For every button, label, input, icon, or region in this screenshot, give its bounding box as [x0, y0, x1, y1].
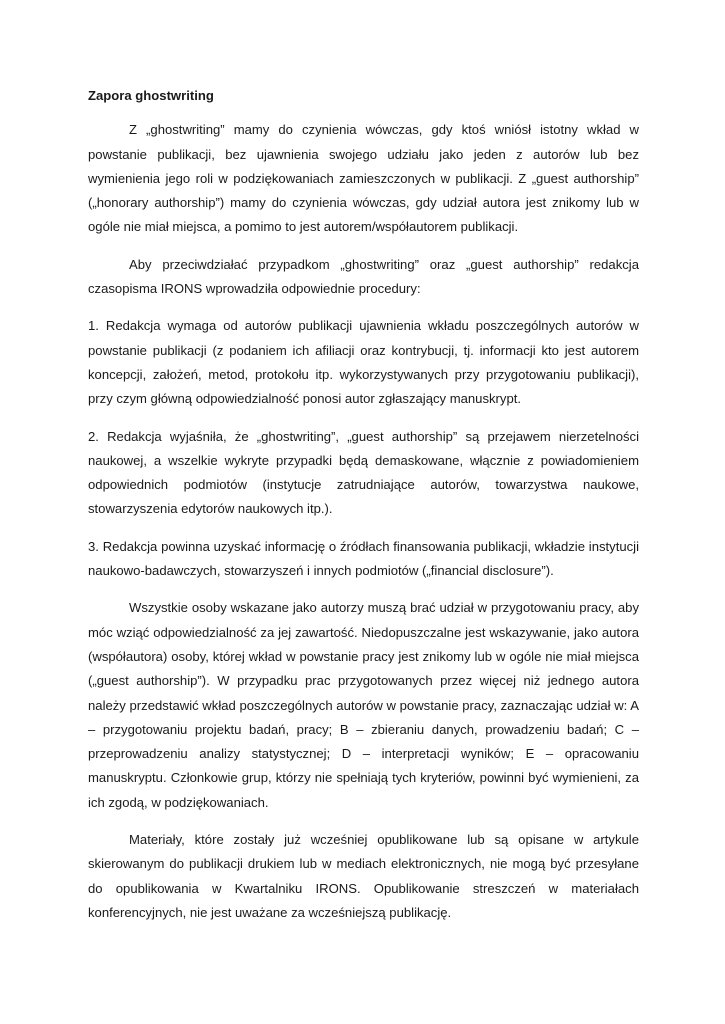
paragraph-procedure-3: 3. Redakcja powinna uzyskać informację o źródłach finansowania publikacji, wkładzie instytucji naukowo-badawczych, stowarzyszeń i innych podmiotów („financial disclosure”).: [88, 538, 639, 579]
paragraph-procedure-2: 2. Redakcja wyjaśniła, że „ghostwriting”, „guest authorship” są przejawem nierzetelności naukowej, a wszelkie wykryte przypadki będą demaskowane, włącznie z powiadomieniem odpowiednich podmiotów (instytucje zatrudniające autorów, towarzystwa naukowe, stowarzyszenia edytorów naukowych itp.).: [88, 428, 639, 517]
document-title: Zapora ghostwriting: [88, 88, 214, 103]
paragraph-authors-contribution: Wszystkie osoby wskazane jako autorzy muszą brać udział w przygotowaniu pracy, aby móc wziąć odpowiedzialność za jej zawartość. Niedopuszczalne jest wskazywanie, jako autora (współautora) osoby, której wkład w powstanie pracy jest znikomy lub w ogóle nie miał miejsca („guest authorship”). W przypadku prac przygotowanych przez więcej niż jednego autora należy przedstawić wkład poszczególnych autorów w powstanie pracy, zaznaczając udział w: A – przygotowaniu projektu badań, pracy; B – zbieraniu danych, prowadzeniu badań; C – przeprowadzeniu analizy statystycznej; D – interpretacji wyników; E – opracowaniu manuskryptu. Członkowie grup, którzy nie spełniają tych kryteriów, powinni być wymienieni, za ich zgodą, w podziękowaniach.: [88, 600, 639, 810]
paragraph-procedures-intro: Aby przeciwdziałać przypadkom „ghostwriting” oraz „guest authorship” redakcja czasopisma IRONS wprowadziła odpowiednie procedury:: [88, 256, 639, 297]
document-page: [88, 84, 639, 938]
paragraph-prior-publication: Materiały, które zostały już wcześniej opublikowane lub są opisane w artykule skierowanym do publikacji drukiem lub w mediach elektronicznych, nie mogą być przesyłane do opublikowania w Kwartalniku IRONS. Opublikowanie streszczeń w materiałach konferencyjnych, nie jest uważane za wcześniejszą publikację.: [88, 832, 639, 920]
paragraph-procedure-1: 1. Redakcja wymaga od autorów publikacji ujawnienia wkładu poszczególnych autorów w powstanie publikacji (z podaniem ich afiliacji oraz kontrybucji, tj. informacji kto jest autorem koncepcji, założeń, metod, protokołu itp. wykorzystywanych przy przygotowaniu publikacji), przy czym główną odpowiedzialność ponosi autor zgłaszający manuskrypt.: [88, 318, 639, 407]
paragraph-ghostwriting-definition: Z „ghostwriting” mamy do czynienia wówczas, gdy ktoś wniósł istotny wkład w powstanie publikacji, bez ujawnienia swojego udziału jako jeden z autorów lub bez wymienienia jego roli w podziękowaniach zamieszczonych w publikacji. Z „guest authorship” („honorary authorship”) mamy do czynienia wówczas, gdy udział autora jest znikomy lub w ogóle nie miał miejsca, a pomimo to jest autorem/współautorem publikacji.: [88, 122, 639, 235]
